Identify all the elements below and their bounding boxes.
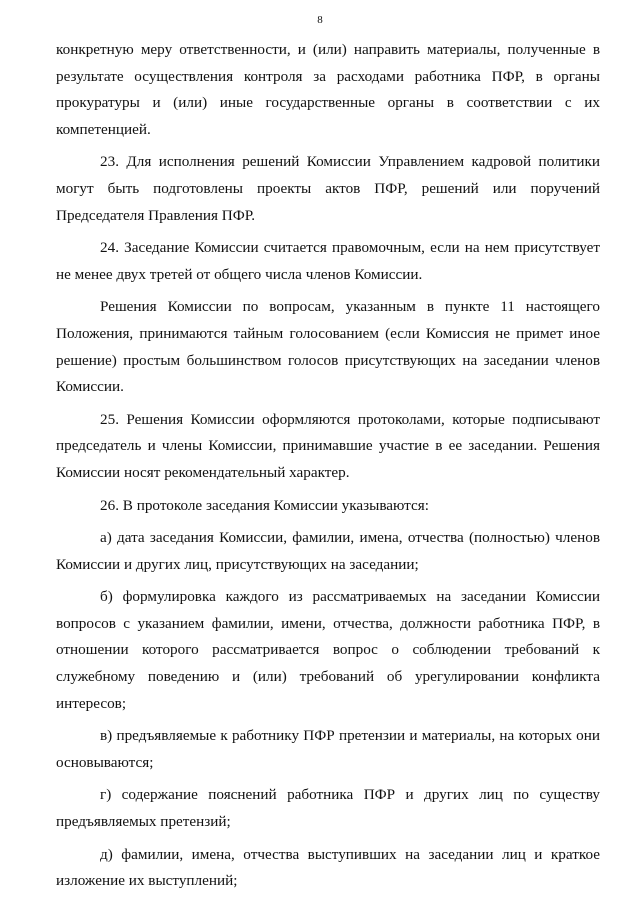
paragraph-item-23: 23. Для исполнения решений Комиссии Управлением кадровой политики могут быть подготовлены проекты актов ПФР, решений или поручений Председателя Правления ПФР.	[56, 153, 600, 224]
paragraph-secret-vote: Решения Комиссии по вопросам, указанным в пункте 11 настоящего Положения, принимаются тайным голосованием (если Комиссия не примет иное решение) простым большинством голосов присутствующих на заседании членов Комиссии.	[56, 298, 600, 396]
paragraph-continuation: конкретную меру ответственности, и (или) направить материалы, полученные в результате осуществления контроля за расходами работника ПФР, в органы прокуратуры и (или) иные государственные органы в соответствии с их компетенцией.	[56, 41, 600, 138]
paragraph-item-26: 26. В протоколе заседания Комиссии указываются:	[100, 496, 429, 514]
paragraph-item-24: 24. Заседание Комиссии считается правомочным, если на нем присутствует не менее двух третей от общего числа членов Комиссии.	[56, 239, 600, 283]
paragraph-subitem-g: г) содержание пояснений работника ПФР и других лиц по существу предъявляемых претензий;	[56, 786, 600, 831]
paragraph-subitem-d: д) фамилии, имена, отчества выступивших на заседании лиц и краткое изложение их выступлений;	[56, 845, 600, 890]
paragraph-subitem-v: в) предъявляемые к работнику ПФР претензии и материалы, на которых они основываются;	[56, 727, 600, 771]
paragraph-subitem-a: а) дата заседания Комиссии, фамилии, имена, отчества (полностью) членов Комиссии и других лиц, присутствующих на заседании;	[56, 529, 600, 573]
document-body	[56, 37, 600, 901]
paragraph-item-25: 25. Решения Комиссии оформляются протоколами, которые подписывают председатель и члены Комиссии, принимавшие участие в ее заседании. Решения Комиссии носят рекомендательный характер.	[56, 410, 600, 481]
page-number: 8	[317, 14, 323, 26]
paragraph-subitem-b: б) формулировка каждого из рассматриваемых на заседании Комиссии вопросов с указанием фамилии, имени, отчества, должности работника ПФР, в отношении которого рассматривается вопрос о соблюдении требований к служебному поведению и (или) требований об урегулировании конфликта интересов;	[56, 588, 600, 712]
